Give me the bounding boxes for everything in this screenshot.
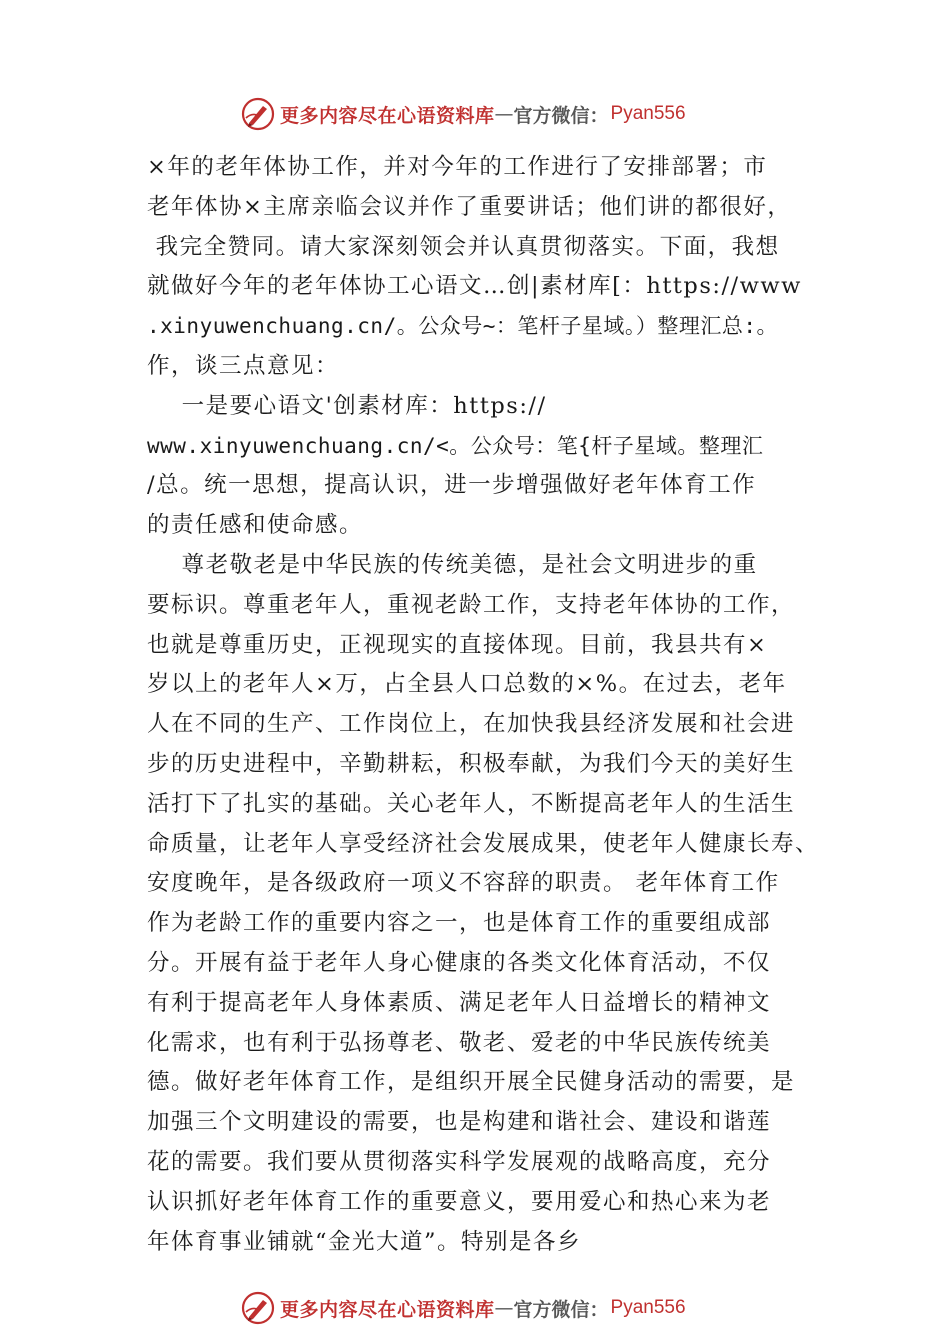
- text-line: 作为老龄工作的重要内容之一，也是体育工作的重要组成部: [147, 910, 772, 937]
- text-line: .xinyuwenchuang.cn/。公众号~：笔杆子星域。）整理汇总:。: [147, 314, 779, 339]
- banner-dash: —: [494, 103, 514, 125]
- text-line: 花的需要。我们要从贯彻落实科学发展观的战略高度，充分: [147, 1148, 772, 1175]
- text-line: 活打下了扎实的基础。关心老年人，不断提高老年人的生活生: [147, 790, 796, 817]
- text-line: 安度晚年，是各级政府一项义不容辞的职责。 老年体育工作: [147, 870, 780, 897]
- footer-banner: [240, 1288, 686, 1328]
- banner-brand-text: 更多内容尽在心语资料库: [280, 1298, 495, 1321]
- pen-logo-icon: [240, 1290, 276, 1326]
- text-line: 认识抓好老年体育工作的重要意义，要用爱心和热心来为老: [147, 1188, 772, 1215]
- banner-wechat-label: 官方微信：: [513, 1298, 609, 1321]
- text-line: www.xinyuwenchuang.cn/<。公众号：笔{杆子星域。整理汇: [147, 433, 764, 458]
- text-line: ×年的老年体协工作，并对今年的工作进行了安排部署；市: [147, 154, 768, 180]
- text-line: 要标识。尊重老年人，重视老龄工作，支持老年体协的工作，: [147, 591, 796, 618]
- banner-wechat-label: 官方微信：: [513, 104, 609, 127]
- text-line: /总。统一思想，提高认识，进一步增强做好老年体育工作: [147, 472, 757, 499]
- text-line: 人在不同的生产、工作岗位上，在加快我县经济发展和社会进: [147, 711, 796, 738]
- text-line: 尊老敬老是中华民族的传统美德，是社会文明进步的重: [147, 551, 758, 578]
- text-line: 的责任感和使命感。: [147, 512, 364, 539]
- banner-wechat-id: Pyan556: [610, 103, 686, 124]
- text-line: 命质量，让老年人享受经济社会发展成果，使老年人健康长寿、: [147, 830, 820, 857]
- header-banner: [240, 94, 686, 134]
- text-line: 化需求，也有利于弘扬尊老、敬老、爱老的中华民族传统美: [147, 1029, 772, 1056]
- text-line: 德。做好老年体育工作，是组织开展全民健身活动的需要，是: [147, 1069, 796, 1096]
- text-line: 就做好今年的老年体协工心语文…创|素材库[：https://www: [147, 273, 802, 300]
- banner-dash: —: [494, 1297, 514, 1319]
- text-line: 岁以上的老年人×万，占全县人口总数的×%。在过去，老年: [147, 671, 787, 698]
- text-line: 分。开展有益于老年人身心健康的各类文化体育活动，不仅: [147, 949, 772, 976]
- text-line: 也就是尊重历史，正视现实的直接体现。目前，我县共有×: [147, 631, 768, 658]
- text-line: 作，谈三点意见：: [147, 352, 340, 379]
- document-body: [147, 148, 847, 1262]
- text-line: 老年体协×主席亲临会议并作了重要讲话；他们讲的都很好，: [147, 193, 792, 220]
- pen-logo-icon: [240, 96, 276, 132]
- banner-wechat-id: Pyan556: [610, 1297, 686, 1318]
- text-line: 一是要心语文'创素材库：https://: [147, 392, 547, 419]
- text-line: 加强三个文明建设的需要，也是构建和谐社会、建设和谐莲: [147, 1109, 772, 1136]
- text-line: 年体育事业铺就“金光大道”。特别是各乡: [147, 1228, 582, 1255]
- text-line: 我完全赞同。请大家深刻领会并认真贯彻落实。下面，我想: [147, 233, 780, 260]
- text-line: 步的历史进程中，辛勤耕耘，积极奉献，为我们今天的美好生: [147, 750, 796, 777]
- banner-brand-text: 更多内容尽在心语资料库: [280, 104, 495, 127]
- text-line: 有利于提高老年人身体素质、满足老年人日益增长的精神文: [147, 989, 772, 1016]
